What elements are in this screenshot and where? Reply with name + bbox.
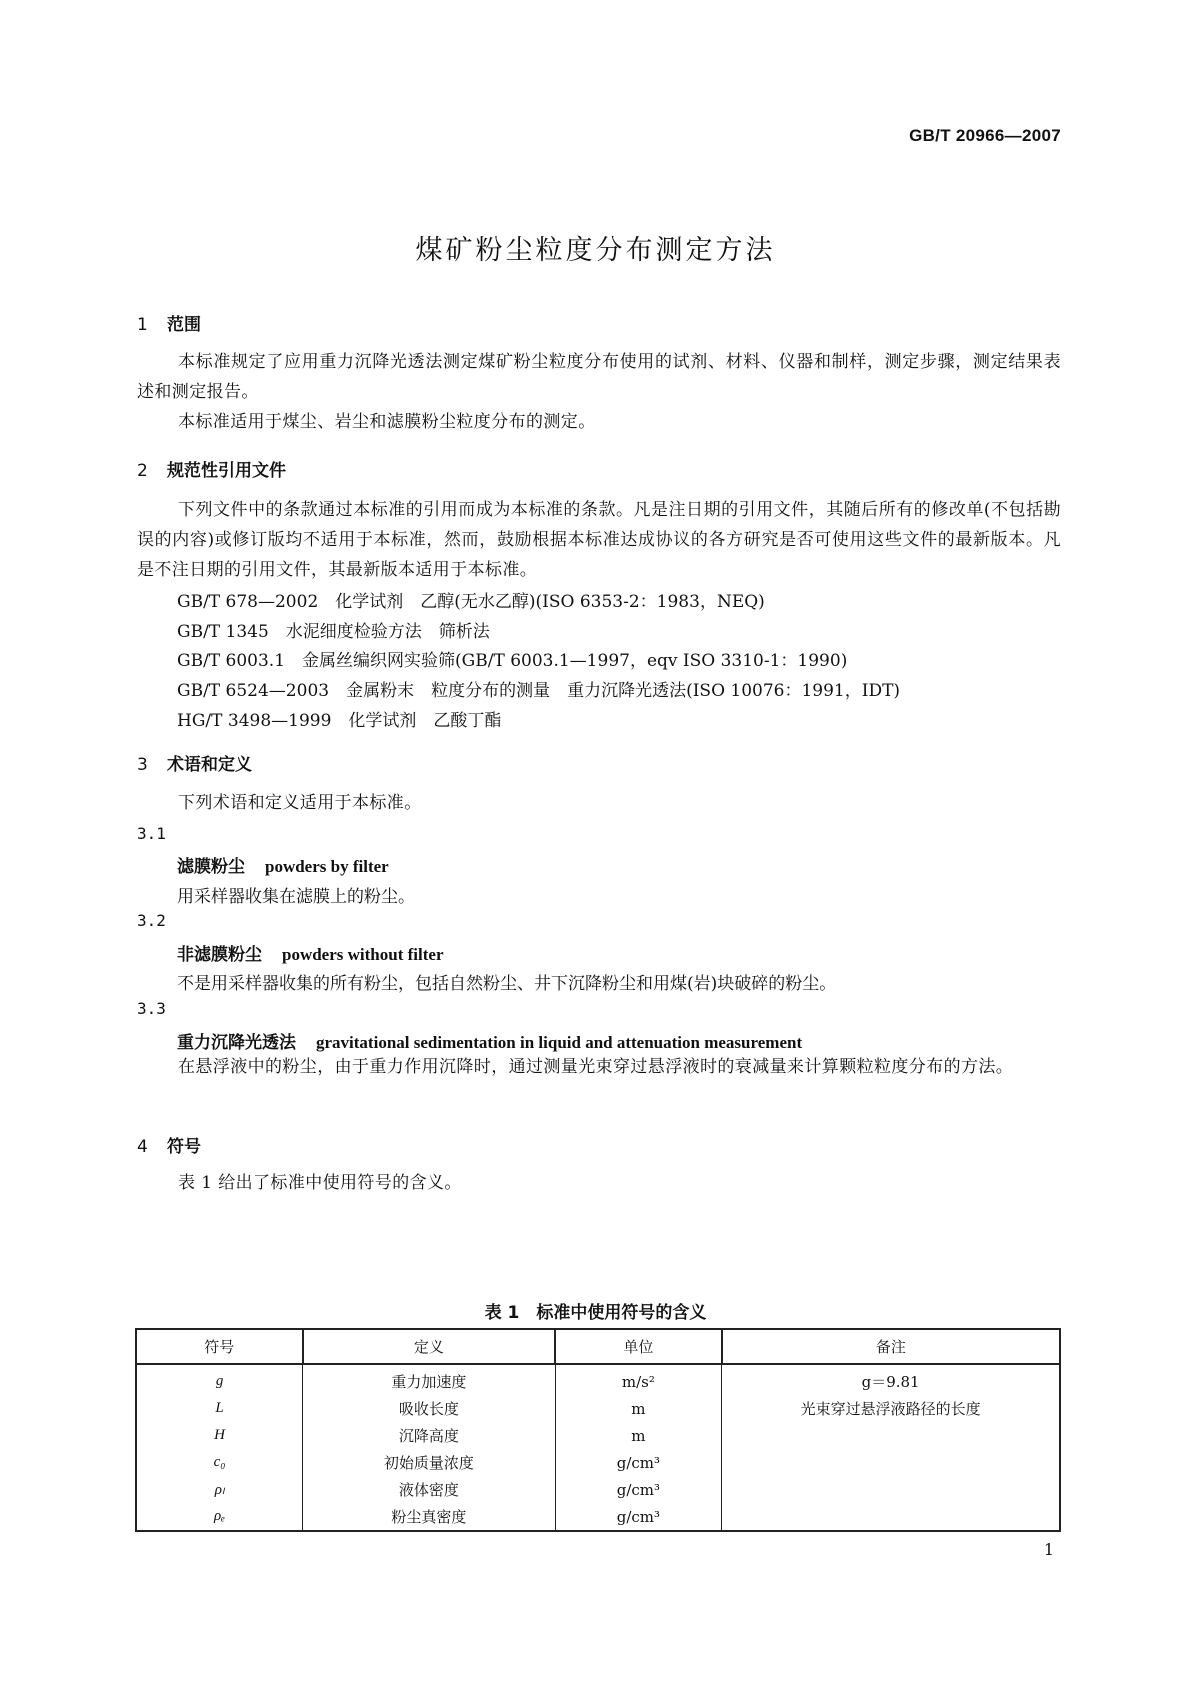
section-1-heading [137,310,201,335]
column-header: 符号 [136,1329,303,1364]
unit-cell: m/s² [555,1364,722,1395]
standard-number: GB/T 20966—2007 [909,126,1061,145]
definition-cell: 液体密度 [303,1476,555,1503]
section-3-intro: 下列术语和定义适用于本标准。 [178,793,422,813]
term-number: 3.1 [137,824,166,843]
section-title: 范围 [167,315,201,335]
section-1-paragraph-1: 本标准规定了应用重力沉降光透法测定煤矿粉尘粒度分布使用的试剂、材料、仪器和制样，测定步骤，测定结果表述和测定报告。 [137,352,1061,402]
symbol-cell: H [136,1422,303,1449]
document-title: 煤矿粉尘粒度分布测定方法 [415,235,776,266]
column-header: 备注 [722,1329,1060,1364]
term-heading [177,852,389,877]
table-row [136,1395,1060,1422]
section-4-intro: 表 1 给出了标准中使用符号的含义。 [178,1173,462,1193]
section-title: 规范性引用文件 [167,461,286,481]
term-chinese: 重力沉降光透法 [177,1033,296,1053]
section-4-heading [137,1132,201,1157]
section-number: 2 [137,461,148,481]
definition-cell: 初始质量浓度 [303,1449,555,1476]
note-cell [722,1476,1060,1503]
symbol-cell: c₀ [136,1449,303,1476]
symbol-cell: L [136,1395,303,1422]
reference-item: GB/T 678—2002 化学试剂 乙醇(无水乙醇)(ISO 6353-2：1983，NEQ) [177,592,765,612]
table-row [136,1476,1060,1503]
unit-cell: g/cm³ [555,1449,722,1476]
unit-cell: m [555,1395,722,1422]
note-cell [722,1422,1060,1449]
table-caption: 表 1 标准中使用符号的含义 [484,1303,707,1323]
section-2-heading [137,456,286,481]
symbol-cell: ρₑ [136,1503,303,1531]
symbols-table [135,1328,1061,1532]
section-3-heading [137,750,252,775]
unit-cell: g/cm³ [555,1503,722,1531]
term-english: powders without filter [282,945,444,964]
section-1-paragraph-2: 本标准适用于煤尘、岩尘和滤膜粉尘粒度分布的测定。 [178,412,596,432]
reference-item: HG/T 3498—1999 化学试剂 乙酸丁酯 [177,711,502,731]
section-title: 术语和定义 [167,755,252,775]
table-row [136,1503,1060,1531]
reference-item: GB/T 6524—2003 金属粉末 粒度分布的测量 重力沉降光透法(ISO 10076：1991，IDT) [177,681,901,701]
term-chinese: 非滤膜粉尘 [177,945,262,965]
column-header: 单位 [555,1329,722,1364]
term-number: 3.2 [137,911,166,930]
term-heading [177,940,443,965]
definition-cell: 沉降高度 [303,1422,555,1449]
section-number: 1 [137,315,148,335]
section-2-paragraph: 下列文件中的条款通过本标准的引用而成为本标准的条款。凡是注日期的引用文件，其随后所有的修改单(不包括勘误的内容)或修订版均不适用于本标准，然而，鼓励根据本标准达成协议的各方研究是否可使用这些文件的最新版本。凡是不注日期的引用文件，其最新版本适用于本标准。 [137,500,1061,580]
section-title: 符号 [167,1137,201,1157]
table-header-row [136,1329,1060,1364]
note-cell: 光束穿过悬浮液路径的长度 [722,1395,1060,1422]
symbol-cell: g [136,1364,303,1395]
reference-item: GB/T 1345 水泥细度检验方法 筛析法 [177,622,490,642]
unit-cell: m [555,1422,722,1449]
note-cell [722,1503,1060,1531]
table-row [136,1364,1060,1395]
term-definition: 不是用采样器收集的所有粉尘，包括自然粉尘、井下沉降粉尘和用煤(岩)块破碎的粉尘。 [177,974,837,994]
term-definition: 用采样器收集在滤膜上的粉尘。 [177,887,415,907]
table-row [136,1422,1060,1449]
symbol-cell: ρₗ [136,1476,303,1503]
column-header: 定义 [303,1329,555,1364]
section-number: 3 [137,755,148,775]
definition-cell: 吸收长度 [303,1395,555,1422]
definition-cell: 重力加速度 [303,1364,555,1395]
note-cell [722,1449,1060,1476]
term-english: gravitational sedimentation in liquid and attenuation measurement [316,1033,803,1052]
term-chinese: 滤膜粉尘 [177,857,245,877]
term-number: 3.3 [137,999,166,1018]
table-row [136,1449,1060,1476]
unit-cell: g/cm³ [555,1476,722,1503]
page-number: 1 [1043,1540,1054,1559]
term-english: powders by filter [265,857,389,876]
section-number: 4 [137,1137,148,1157]
note-cell: g＝9.81 [722,1364,1060,1395]
reference-item: GB/T 6003.1 金属丝编织网实验筛(GB/T 6003.1—1997，eqv ISO 3310-1：1990) [177,651,848,671]
term-definition: 在悬浮液中的粉尘，由于重力作用沉降时，通过测量光束穿过悬浮液时的衰减量来计算颗粒粒度分布的方法。 [178,1057,1014,1077]
term-heading [177,1028,802,1053]
definition-cell: 粉尘真密度 [303,1503,555,1531]
